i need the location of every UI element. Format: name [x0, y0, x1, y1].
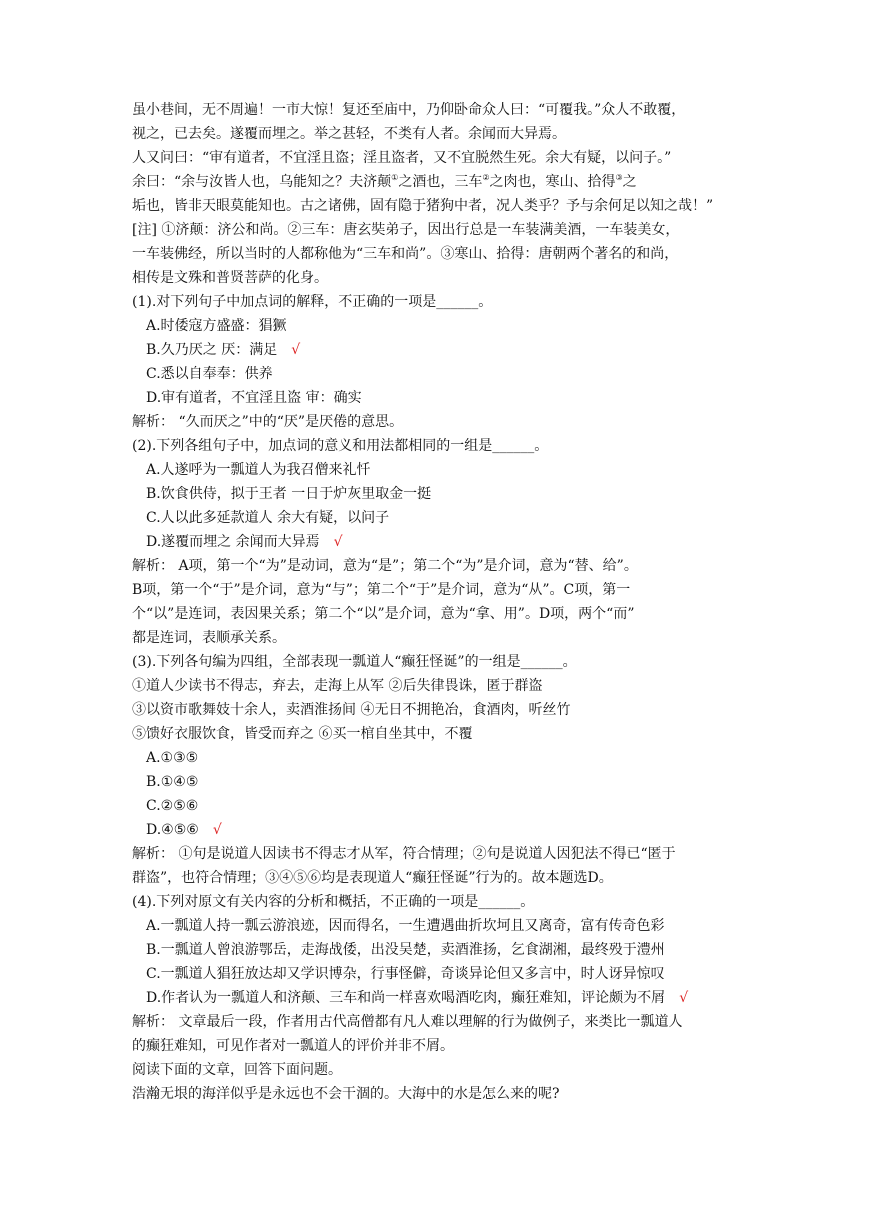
question-item: ⑤馈好衣服饮食，皆受而弃之 ⑥买一棺自坐其中，不覆	[132, 726, 473, 742]
question-item: ①道人少读书不得志，弃去，走海上从军 ②后失律畏诛，匿于群盗	[132, 678, 543, 694]
answer-option-text: B.久乃厌之 厌：满足	[146, 342, 278, 358]
analysis-line: 个“以”是连词，表因果关系；第二个“以”是介词，意为“拿、用”。D项，两个“而”	[132, 606, 635, 622]
answer-option-text: A.人遂呼为一瓢道人为我召僧来礼忏	[146, 462, 371, 478]
passage-line: 虽小巷间，无不周遍！一市大惊！复还至庙中，乃仰卧命众人曰：“可覆我。”众人不敢覆，	[132, 102, 686, 118]
question-stem: (1).对下列句子中加点词的解释，不正确的一项是______。	[132, 294, 493, 310]
passage-text: 之肉也，寒山、拾得	[489, 174, 616, 190]
answer-option	[132, 986, 752, 1010]
answer-option	[132, 482, 752, 506]
passage-line: 视之，已去矣。遂覆而埋之。举之甚轻，不类有人者。余闻而大异焉。	[132, 126, 566, 142]
correct-check-icon: √	[679, 990, 689, 1006]
answer-option	[132, 314, 752, 338]
answer-option	[132, 458, 752, 482]
passage-text: 余曰：“余与汝皆人也，乌能知之？夫济颠	[132, 174, 392, 190]
answer-option	[132, 962, 752, 986]
answer-option	[132, 530, 752, 554]
question-block	[132, 650, 752, 890]
passage-text: 之	[622, 174, 637, 190]
correct-check-icon: √	[333, 534, 343, 550]
answer-option-text: D.④⑤⑥	[146, 822, 199, 838]
answer-option-text: C.②⑤⑥	[146, 798, 199, 814]
answer-option	[132, 362, 752, 386]
note-line: 相传是文殊和普贤菩萨的化身。	[132, 270, 328, 286]
document-body	[132, 98, 752, 1106]
answer-option	[132, 818, 752, 842]
answer-option-text: D.遂覆而埋之 余闻而大异焉	[146, 534, 320, 550]
analysis-line: 解析： 文章最后一段，作者用古代高僧都有凡人难以理解的行为做例子，来类比一瓢道人	[132, 1014, 683, 1030]
question-list	[132, 290, 752, 1058]
answer-option	[132, 338, 752, 362]
question-item: ③以资市歌舞妓十余人，卖酒淮扬间 ④无日不拥艳冶，食酒肉，听丝竹	[132, 702, 571, 718]
answer-option	[132, 770, 752, 794]
analysis-line: 解析： “久而厌之”中的“厌”是厌倦的意思。	[132, 414, 404, 430]
analysis-line: 的癫狂难知，可见作者对一瓢道人的评价并非不屑。	[132, 1038, 454, 1054]
closing-line: 阅读下面的文章，回答下面问题。	[132, 1062, 342, 1078]
footnote-marker: ③	[615, 173, 623, 182]
answer-option-text: D.审有道者，不宜淫且盗 审：确实	[146, 390, 362, 406]
answer-option	[132, 746, 752, 770]
footnote-marker: ①	[391, 173, 399, 182]
answer-option-text: C.悉以自奉奉：供养	[146, 366, 273, 382]
answer-option	[132, 914, 752, 938]
answer-option-text: B.饮食供侍，拟于王者 一日于炉灰里取金一挺	[146, 486, 432, 502]
answer-option	[132, 794, 752, 818]
passage-line: 垢也，皆非天眼莫能知也。古之诸佛，固有隐于猪狗中者，况人类乎？予与余何足以知之哉！”	[132, 198, 714, 214]
analysis-line: 解析： ①句是说道人因读书不得志才从军，符合情理；②句是说道人因犯法不得已“匿于	[132, 846, 676, 862]
question-block	[132, 434, 752, 650]
analysis-line: B项，第一个“于”是介词，意为“与”；第二个“于”是介词，意为“从”。C项，第一	[132, 582, 631, 598]
answer-option-text: A.一瓢道人持一瓢云游浪迹，因而得名，一生遭遇曲折坎坷且又离奇，富有传奇色彩	[146, 918, 665, 934]
closing-line: 浩瀚无垠的海洋似乎是永远也不会干涸的。大海中的水是怎么来的呢?	[132, 1086, 560, 1102]
note-line: [注] ①济颠：济公和尚。②三车：唐玄奘弟子，因出行总是一车装满美酒，一车装美女，	[132, 222, 680, 238]
answer-option	[132, 506, 752, 530]
note-line: 一车装佛经，所以当时的人都称他为“三车和尚”。③寒山、拾得：唐朝两个著名的和尚，	[132, 246, 679, 262]
correct-check-icon: √	[291, 342, 301, 358]
passage-text: 之酒也，三车	[398, 174, 483, 190]
question-stem: (2).下列各组句子中，加点词的意义和用法都相同的一组是______。	[132, 438, 549, 454]
passage-line: 人又问曰：“审有道者，不宜淫且盗；淫且盗者，又不宜脱然生死。余大有疑，以问子。”	[132, 150, 672, 166]
answer-option-text: B.①④⑤	[146, 774, 199, 790]
answer-option-text: A.①③⑤	[146, 750, 199, 766]
question-block	[132, 890, 752, 1058]
answer-option	[132, 386, 752, 410]
question-stem: (3).下列各句编为四组，全部表现一瓢道人“癫狂怪诞”的一组是______。	[132, 654, 577, 670]
question-block	[132, 290, 752, 434]
answer-option	[132, 938, 752, 962]
answer-option-text: A.时倭寇方盛盛：猖獗	[146, 318, 287, 334]
question-stem: (4).下列对原文有关内容的分析和概括，不正确的一项是______。	[132, 894, 535, 910]
answer-option-text: C.人以此多延款道人 余大有疑，以问子	[146, 510, 390, 526]
footnote-marker: ②	[482, 173, 490, 182]
analysis-line: 群盗”，也符合情理；③④⑤⑥均是表现道人“癫狂怪诞”行为的。故本题选D。	[132, 870, 613, 886]
correct-check-icon: √	[212, 822, 222, 838]
passage-line-with-notes	[132, 170, 752, 194]
analysis-line: 解析： A项，第一个“为”是动词，意为“是”；第二个“为”是介词，意为“替、给”。	[132, 558, 638, 574]
answer-option-text: D.作者认为一瓢道人和济颠、三车和尚一样喜欢喝酒吃肉，癫狂难知，评论颇为不屑	[146, 990, 666, 1006]
answer-option-text: C.一瓢道人猖狂放达却又学识博杂，行事怪僻，奇谈异论但又多言中，时人讶异惊叹	[146, 966, 665, 982]
answer-option-text: B.一瓢道人曾浪游鄂岳，走海战倭，出没吴楚，卖酒淮扬，乞食湖湘，最终殁于澧州	[146, 942, 665, 958]
analysis-line: 都是连词，表顺承关系。	[132, 630, 286, 646]
